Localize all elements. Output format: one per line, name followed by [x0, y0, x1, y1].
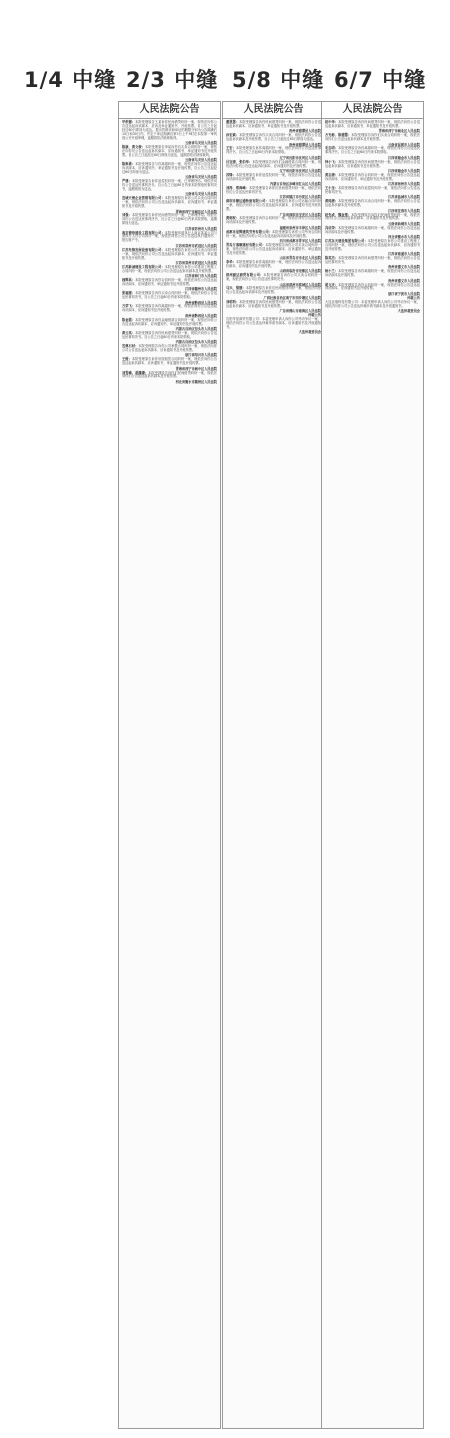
- notice-party: 赵中华：: [325, 120, 339, 124]
- notice-party: 深圳市顺达通物流有限公司：: [226, 199, 269, 204]
- notice-party: 陈康、黄文俊：: [122, 144, 145, 149]
- notice-text: 本院受理原告诉你们民间借贷纠纷一案，现依法向你们公告送达民事判决书。: [226, 186, 321, 194]
- notice-court: 江苏省镇江市丹徒区人民法院: [279, 195, 321, 200]
- notice-entry: [226, 261, 321, 269]
- notice-text: 本院受理原告诉你合同纠纷一案，现依法向你公告送达起诉状副本、应诉通知书、举证通知书及开庭传票。: [325, 172, 421, 181]
- notice-text: 本院受理原告诉你民间借贷纠纷一案，现依法向你公告送达民事判决书。自公告之日起60日内来本院领取。: [122, 330, 218, 339]
- notice-court: 云南省曲靖市人民法院: [388, 221, 420, 226]
- notice-text: 本院受理原告诉你们民间借贷纠纷一案，现依法向你们公告送达起诉状副本及开庭传票。: [226, 286, 322, 295]
- notice-court: 河北省衡水市人民法院: [388, 235, 420, 240]
- notice-party: 南京德伟建设工程有限公司：: [122, 230, 165, 235]
- notice-text: 本院受理原告诉你们民间借贷纠纷一案，现依法向你们公告送达起诉状副本、应诉通知书及开庭传票。: [325, 212, 421, 221]
- notice-party: 杨小兰：: [325, 269, 339, 274]
- notice-entry: [226, 274, 321, 282]
- notice-party: 冯启荣：: [325, 225, 339, 230]
- notice-party: 阎辉昌：: [122, 278, 136, 283]
- arbitration-court: 大连仲裁委员会: [298, 330, 321, 334]
- notice-entry: [122, 292, 217, 300]
- notice-court: 河北省衡水市冀州区人民法院: [175, 379, 217, 384]
- notice-court: 贵州省湄潭县人民法院: [289, 142, 321, 147]
- notice-entry: [325, 270, 420, 278]
- notice-party: 毛志明：: [325, 146, 339, 151]
- notice-entry: [325, 227, 420, 235]
- notice-party: 黄志清：: [325, 172, 339, 177]
- notice-text: 本院受理原告诉你公司运输合同纠纷一案，现依法向你公司公告送达起诉状副本、应诉通知书及开庭传票。: [226, 199, 322, 212]
- notice-court: 浙江省绍兴市人民法院: [185, 353, 217, 358]
- column-title: 人民法院公告: [119, 102, 220, 119]
- notice-entry: [226, 121, 321, 129]
- notice-entry: [325, 121, 420, 129]
- notice-party: 黄纯清：: [325, 199, 339, 204]
- notice-party: 江苏新诚建设工程有限公司：: [122, 264, 165, 269]
- notice-text: 本院受理原告诉你们买卖合同纠纷一案，现依法向你们公告送达起诉状副本及开庭传票。: [325, 133, 421, 142]
- notice-party: 刘明利：: [226, 299, 240, 304]
- fold-label-6-7: 6/7 中缝: [334, 68, 427, 92]
- notice-court: 江苏省常州市武进区人民法院: [175, 260, 217, 265]
- notice-text: 本院受理原告诉你离婚纠纷一案，现依法向你公告送达起诉状副本及开庭传票。: [325, 225, 421, 234]
- notice-column-2: [222, 101, 325, 1429]
- fold-label-2-3: 2/3 中缝: [126, 68, 219, 92]
- notice-entry: [226, 134, 321, 142]
- notice-court: 内蒙古自治区包头市人民法院: [175, 340, 217, 345]
- notice-text: 本院受理原告诉你公司建设工程施工合同纠纷一案，现依法向你公司公告送达起诉状副本及开庭传票。: [122, 264, 218, 273]
- notice-text: 本院受理原告诉你离婚纠纷一案，现依法向你公告送达起诉状副本、应诉通知书及开庭传票。: [226, 260, 322, 268]
- notice-text: 本院受理原告诉你民间借贷纠纷一案，现依法向你公告送达起诉状副本、应诉通知书、举证通知书及开庭传票。: [325, 120, 421, 128]
- notice-court: 贵州省黔西县人民法院: [185, 313, 217, 318]
- notice-text: 本院受理原告诉你公司买卖合同纠纷一案，现依法向你公司公告送达民事判决书。: [226, 273, 321, 282]
- notice-party: 严建：: [122, 179, 132, 184]
- notice-court: 贵州省黔西县人民法院: [185, 300, 217, 305]
- notice-court: 广西壮族自治区南宁市西乡塘区人民法院: [263, 295, 321, 300]
- notice-court: 内蒙古自治区赤峰市红山区人民法院: [270, 182, 321, 187]
- notice-party: 陈英杰：: [325, 256, 339, 261]
- notice-entry: [325, 161, 420, 169]
- notice-court: 江苏省海门市人民法院: [185, 274, 217, 279]
- arbitration-court: 大连仲裁委员会: [397, 308, 420, 313]
- notice-text: 本院受理原告李某诉你们买卖合同纠纷一案，现依法向你们公告送达起诉状副本、应诉通知书、举证通知书及开庭传票。自公告之日起经过60日即视为送达，逾期将依法缺席裁判。: [122, 144, 217, 157]
- notice-text: 本院受理申请执行人南京某某公司与被执行人你公司执行一案，现依法向你公司公告送达执行通知书、报告财产令。: [122, 230, 218, 243]
- notice-entry: [122, 232, 217, 244]
- notice-text: 本院受理原告王某诉你民间借贷纠纷一案，现依法向你公告送达起诉状副本、应诉及举证通知书、开庭传票。自公告之日起经过60日即视为送达。提出答辩状和举证的期限分别为公告期满后15日和30日内，并定于举证期满后第3日上午9时在本院第一审判庭公开开庭审理，逾期将依法缺席裁判。: [122, 120, 218, 140]
- notice-party: 成都市星辉建筑劳务有限公司：: [226, 229, 272, 234]
- notice-text: 本院受理原告诉你买卖合同纠纷一案，现依法向你公告送达起诉状副本及开庭传票。: [325, 199, 421, 208]
- notice-text: 本院受理原告诉你离婚纠纷一案，现依法向你公告送达民事判决书，自公告之日起60日内来本院领取。: [325, 146, 421, 155]
- notice-party: 刘雪峰、胡潇潇：: [122, 370, 149, 375]
- notice-party: 刘强：: [122, 213, 132, 218]
- notice-party: 马兴、梁德：: [226, 286, 246, 291]
- notice-entry: [122, 121, 217, 141]
- notice-party: 江苏先锋发展设备有限公司：: [122, 247, 165, 252]
- notice-court: 贵州省遵义市人民法院: [388, 278, 420, 283]
- notice-entry: [122, 146, 217, 158]
- notice-court: 云南省马关县人民法院: [185, 158, 217, 163]
- notice-party: 刘涛、郑海峰：: [226, 186, 249, 191]
- notice-court: 江苏省南通市人民法院: [388, 252, 420, 257]
- notice-text: 本院受理原告诉你们金融借款合同纠纷一案，现依法向你们公告送达起诉状副本、应诉通知书及开庭传票。: [226, 159, 322, 168]
- notice-party: 钟小飞：: [325, 159, 339, 164]
- notice-court: 辽宁省沈阳市沈河区人民法院: [279, 155, 321, 160]
- column-title: 人民法院公告: [223, 102, 324, 119]
- notice-party: 甲供德：: [122, 120, 136, 124]
- notice-court: 青海省西宁市城中区人民法院: [175, 366, 217, 371]
- notice-party: 万荣飞：: [122, 304, 136, 309]
- notice-entry: [122, 358, 217, 366]
- notice-entry: [122, 249, 217, 261]
- notice-text: 本院受理原告诉你民间借贷纠纷一案，现依法向你公告送达起诉状副本、应诉通知书及开庭传票。: [325, 159, 421, 168]
- notice-party: 黄云英：: [122, 330, 136, 335]
- notice-entry: [325, 284, 420, 292]
- notice-entry: [226, 301, 321, 309]
- notice-party: 青岛万事顺建材有限公司：: [226, 242, 266, 247]
- notice-court: 广东省佛山市南海区人民法院: [279, 308, 321, 313]
- notice-court: 贵州省湄潭县人民法院: [289, 129, 321, 134]
- notice-text: 本院受理原告诉你公司建设工程施工合同纠纷一案，现依法向你公司公告送达起诉状副本、应诉通知书及开庭传票。: [325, 238, 421, 251]
- notice-text: 本院受理原告诉你民间借贷纠纷一案，现依法向你公告送达起诉状副本、应诉通知书、举证通知书及开庭传票。: [226, 120, 322, 128]
- notice-entry: [325, 200, 420, 208]
- notice-party: 陈金霞：: [122, 317, 136, 322]
- notice-entry: [122, 279, 217, 287]
- notice-party: 滨州源达商贸有限公司：: [226, 273, 264, 278]
- notice-court: 山西省临汾市尧都区人民法院: [279, 269, 321, 274]
- notice-text: 本院受理原告诉你公司买卖合同纠纷一案，现依法向你公司公告送达起诉状副本、应诉通知书、举证通知书及开庭传票。: [226, 242, 322, 255]
- notice-court: 辽宁省沈阳市沈河区人民法院: [279, 168, 321, 173]
- notice-court: 广东省深圳市宝安区人民法院: [279, 212, 321, 217]
- notice-column-1: [118, 101, 221, 1429]
- notice-court: 贵州省遵义市人民法院: [388, 265, 420, 270]
- notice-court: 江西省瑞金市人民法院: [388, 168, 420, 173]
- notice-court: 云南省马关县人民法院: [185, 192, 217, 197]
- notice-party: 李华：: [226, 260, 236, 264]
- notice-entry: [325, 214, 420, 222]
- notice-court: 云南省马关县人民法院: [185, 175, 217, 180]
- section-title: 仲裁公告: [407, 295, 420, 300]
- fold-label-1-4: 1/4 中缝: [24, 68, 117, 92]
- notice-entry: [122, 345, 217, 353]
- arbitration-text: 大连亚瑞科技有限公司：本委受理申请人诉你公司劳动争议一案，现依法向你公司公告送达仲裁申请书副本及开庭通知书。: [325, 299, 420, 308]
- notice-text: 本院受理原告与你离婚纠纷一案，现依法向你公告送达起诉状副本、应诉通知书、举证通知书及开庭传票，自公告之日起经过60日即视为送达。: [122, 162, 218, 174]
- column-body: [322, 119, 423, 316]
- notice-court: 浙江省宁波市人民法院: [388, 291, 420, 296]
- notice-entry: [226, 217, 321, 225]
- notice-court: 内蒙古自治区包头市人民法院: [175, 327, 217, 331]
- notice-party: 江苏东天建设集团有限公司：: [325, 238, 368, 243]
- notice-entry: [122, 305, 217, 313]
- fold-label-5-8: 5/8 中缝: [232, 68, 325, 92]
- notice-text: 本院受理原告诉你追偿权纠纷一案，现依法向你公告送达起诉状副本及开庭传票。: [226, 172, 322, 181]
- notice-text: 本院受理原告诉你合同纠纷一案，现依法向你公告送达起诉状副本、应诉通知书、举证通知书及开庭传票。: [122, 278, 218, 286]
- notice-column-3: [321, 101, 424, 1429]
- notice-text: 本院受理原告诉你公司买卖合同纠纷一案，现依法向你公司公告送达起诉状副本、应诉通知书、举证通知书及开庭传票。: [122, 247, 218, 260]
- column-title: 人民法院公告: [322, 102, 423, 119]
- notice-court: 江西省宜春市人民法院: [388, 208, 420, 213]
- notice-text: 本院受理原告诉你公司承揽合同纠纷一案，现依法向你公司公告送达起诉状副本、应诉通知书及开庭传票。: [122, 344, 218, 353]
- notice-court: 山东省青岛市市北区人民法院: [279, 256, 321, 261]
- notice-party: 赵先成、魏金莲：: [325, 212, 352, 217]
- notice-party: 苏锋：: [226, 172, 236, 177]
- notice-court: 江苏省常州市武进区人民法院: [175, 243, 217, 248]
- notice-text: 本院受理原告诉你金融借款合同纠纷一案，现依法向你公告送达起诉状副本、应诉通知书、举证通知书及开庭传票。: [122, 317, 218, 326]
- section-title: 仲裁公告: [308, 312, 321, 317]
- notice-party: 宣奥石材：: [122, 344, 139, 349]
- notice-party: 董恩慧：: [226, 120, 240, 124]
- notice-text: 本院受理原告诉你合同纠纷一案，现依法向你公告送达起诉状副本及开庭传票。: [226, 216, 322, 225]
- notice-party: 孙宏斌：: [226, 133, 240, 138]
- notice-text: 本院受理原告诉你公司劳务合同纠纷一案，现依法向你公司公告送达起诉状副本及开庭传票。: [226, 229, 321, 238]
- notice-court: 江苏省盐城市人民法院: [388, 195, 420, 200]
- notice-court: 四川省成都市青羊区人民法院: [279, 238, 321, 243]
- notice-text: 本院受理原告诉你离婚纠纷一案，现依法向你公告送达起诉状副本及开庭传票。: [325, 269, 421, 278]
- notice-court: 青海省西宁市城北区人民法院: [378, 129, 420, 134]
- notice-party: 陈维勇：: [122, 162, 136, 167]
- notice-party: 王煜：: [122, 357, 132, 362]
- notice-text: 本院受理原告诉你民间借贷纠纷一案，现依法向你公告送达起诉状副本、应诉通知书及开庭传票。: [226, 299, 322, 308]
- notice-entry: [226, 231, 321, 239]
- notice-entry: [325, 174, 420, 182]
- notice-text: 本院受理原告诉你买卖合同纠纷一案，现依法向你公告送达起诉状副本及开庭传票，自公告之日起经过60日即视为送达。: [226, 133, 322, 142]
- notice-text: 本院受理原告诉你离婚纠纷一案，现依法向你公告送达民事判决书，自公告之日起60日内来本院领取。: [226, 146, 322, 155]
- notice-entry: [226, 174, 321, 182]
- notice-entry: [226, 244, 321, 256]
- notice-court: 云南省昆明市人民法院: [388, 142, 420, 147]
- notice-text: 本院受理原告诉你合同纠纷一案，现依法向你公告送达起诉状副本、应诉通知书及开庭传票。: [325, 282, 421, 291]
- notice-text: 本院受理原告诉你公司买卖合同纠纷一案，现依法向你公司公告送达起诉状副本、应诉通知书、举证通知书及开庭传票。: [122, 196, 218, 209]
- notice-party: 王小龙：: [325, 186, 339, 191]
- notice-court: 江苏省苏州市人民法院: [185, 226, 217, 231]
- notice-entry: [226, 287, 321, 295]
- notice-party: 宣城天俊企业营销有限公司：: [122, 196, 165, 201]
- notice-text: 本院受理原告诉你民间借贷纠纷一案，现依法向你公告送达民事判决书。: [325, 256, 421, 264]
- notice-court: 福建省泉州市丰泽区人民法院: [279, 225, 321, 230]
- notice-entry: [122, 266, 217, 274]
- notice-entry: [122, 180, 217, 192]
- notice-entry: [226, 161, 321, 169]
- notice-entry: [226, 187, 321, 195]
- notice-court: 江苏省扬州市人民法院: [388, 182, 420, 187]
- notice-entry: [325, 240, 420, 252]
- notice-court: 山东省滨州市滨城区人民法院: [279, 282, 321, 287]
- notice-text: 本院受理原告诉你追偿权纠纷一案，现依法向你公告送达民事判决书。: [325, 186, 421, 194]
- notice-entry: [122, 163, 217, 175]
- notice-entry: [226, 200, 321, 212]
- notice-party: 张福建：: [122, 291, 136, 296]
- notice-court: 云南省马关县人民法院: [185, 141, 217, 146]
- notice-entry: [325, 134, 420, 142]
- notice-entry: [122, 372, 217, 380]
- notice-court: 青海省西宁市城东区人民法院: [175, 209, 217, 214]
- arbitration-text: 沈阳华星商贸有限公司：本委受理申请人诉你公司劳动争议一案，现依法向你公司公告送达仲裁申请书副本、应诉通知书及开庭通知书。: [226, 316, 321, 329]
- notice-party: 王宏：: [226, 146, 236, 151]
- notice-entry: [122, 197, 217, 209]
- notice-entry: [325, 147, 420, 155]
- notice-party: 胡文庆：: [325, 282, 339, 287]
- notice-entry: [325, 187, 420, 195]
- column-body: [223, 119, 324, 337]
- column-body: [119, 119, 220, 387]
- fold-labels: [0, 64, 450, 98]
- notice-entry: [325, 257, 420, 265]
- notice-text: 本院受理原告诉你离婚纠纷一案，现依法向你公告送达起诉状副本、应诉通知书及开庭传票。: [122, 304, 218, 313]
- notice-entry: [122, 214, 217, 226]
- notice-party: 方光彬、陈德慧：: [325, 133, 352, 138]
- notice-text: 本院受理原告诉你房屋租赁合同纠纷一案，现依法向你公告送达起诉状副本、应诉通知书、举证通知书及开庭传票。: [122, 357, 218, 366]
- notice-entry: [122, 332, 217, 340]
- notice-court: 江西省瑞金市人民法院: [388, 155, 420, 160]
- notice-court: 江西省赣州市人民法院: [185, 287, 217, 292]
- notice-text: 本院受理原告诉你追偿权纠纷一案，已审理终结。现依法向你公告送达民事判决书。自公告之日起60日内来本院领取民事判决书，逾期则视为送达。: [122, 179, 218, 191]
- notice-text: 本院受理原告诉你买卖合同纠纷一案，现依法向你公告送达民事判决书，自公告之日起60日内来本院领取。: [122, 291, 218, 300]
- notice-party: 黄炳权：: [226, 216, 240, 221]
- notice-entry: [122, 319, 217, 327]
- notice-text: 本院受理原告诉你们民间借贷纠纷一案，现依法向你们公告送达起诉状副本及开庭传票。: [122, 370, 218, 379]
- notice-text: 本院受理原告诉你民间借贷纠纷一案，已审理终结。现依法向你公告送达民事判决书，自公告之日起60日内来本院领取，逾期即视为送达。: [122, 213, 218, 226]
- notice-party: 吕宝清、张伯华：: [226, 159, 253, 164]
- notice-entry: [226, 147, 321, 155]
